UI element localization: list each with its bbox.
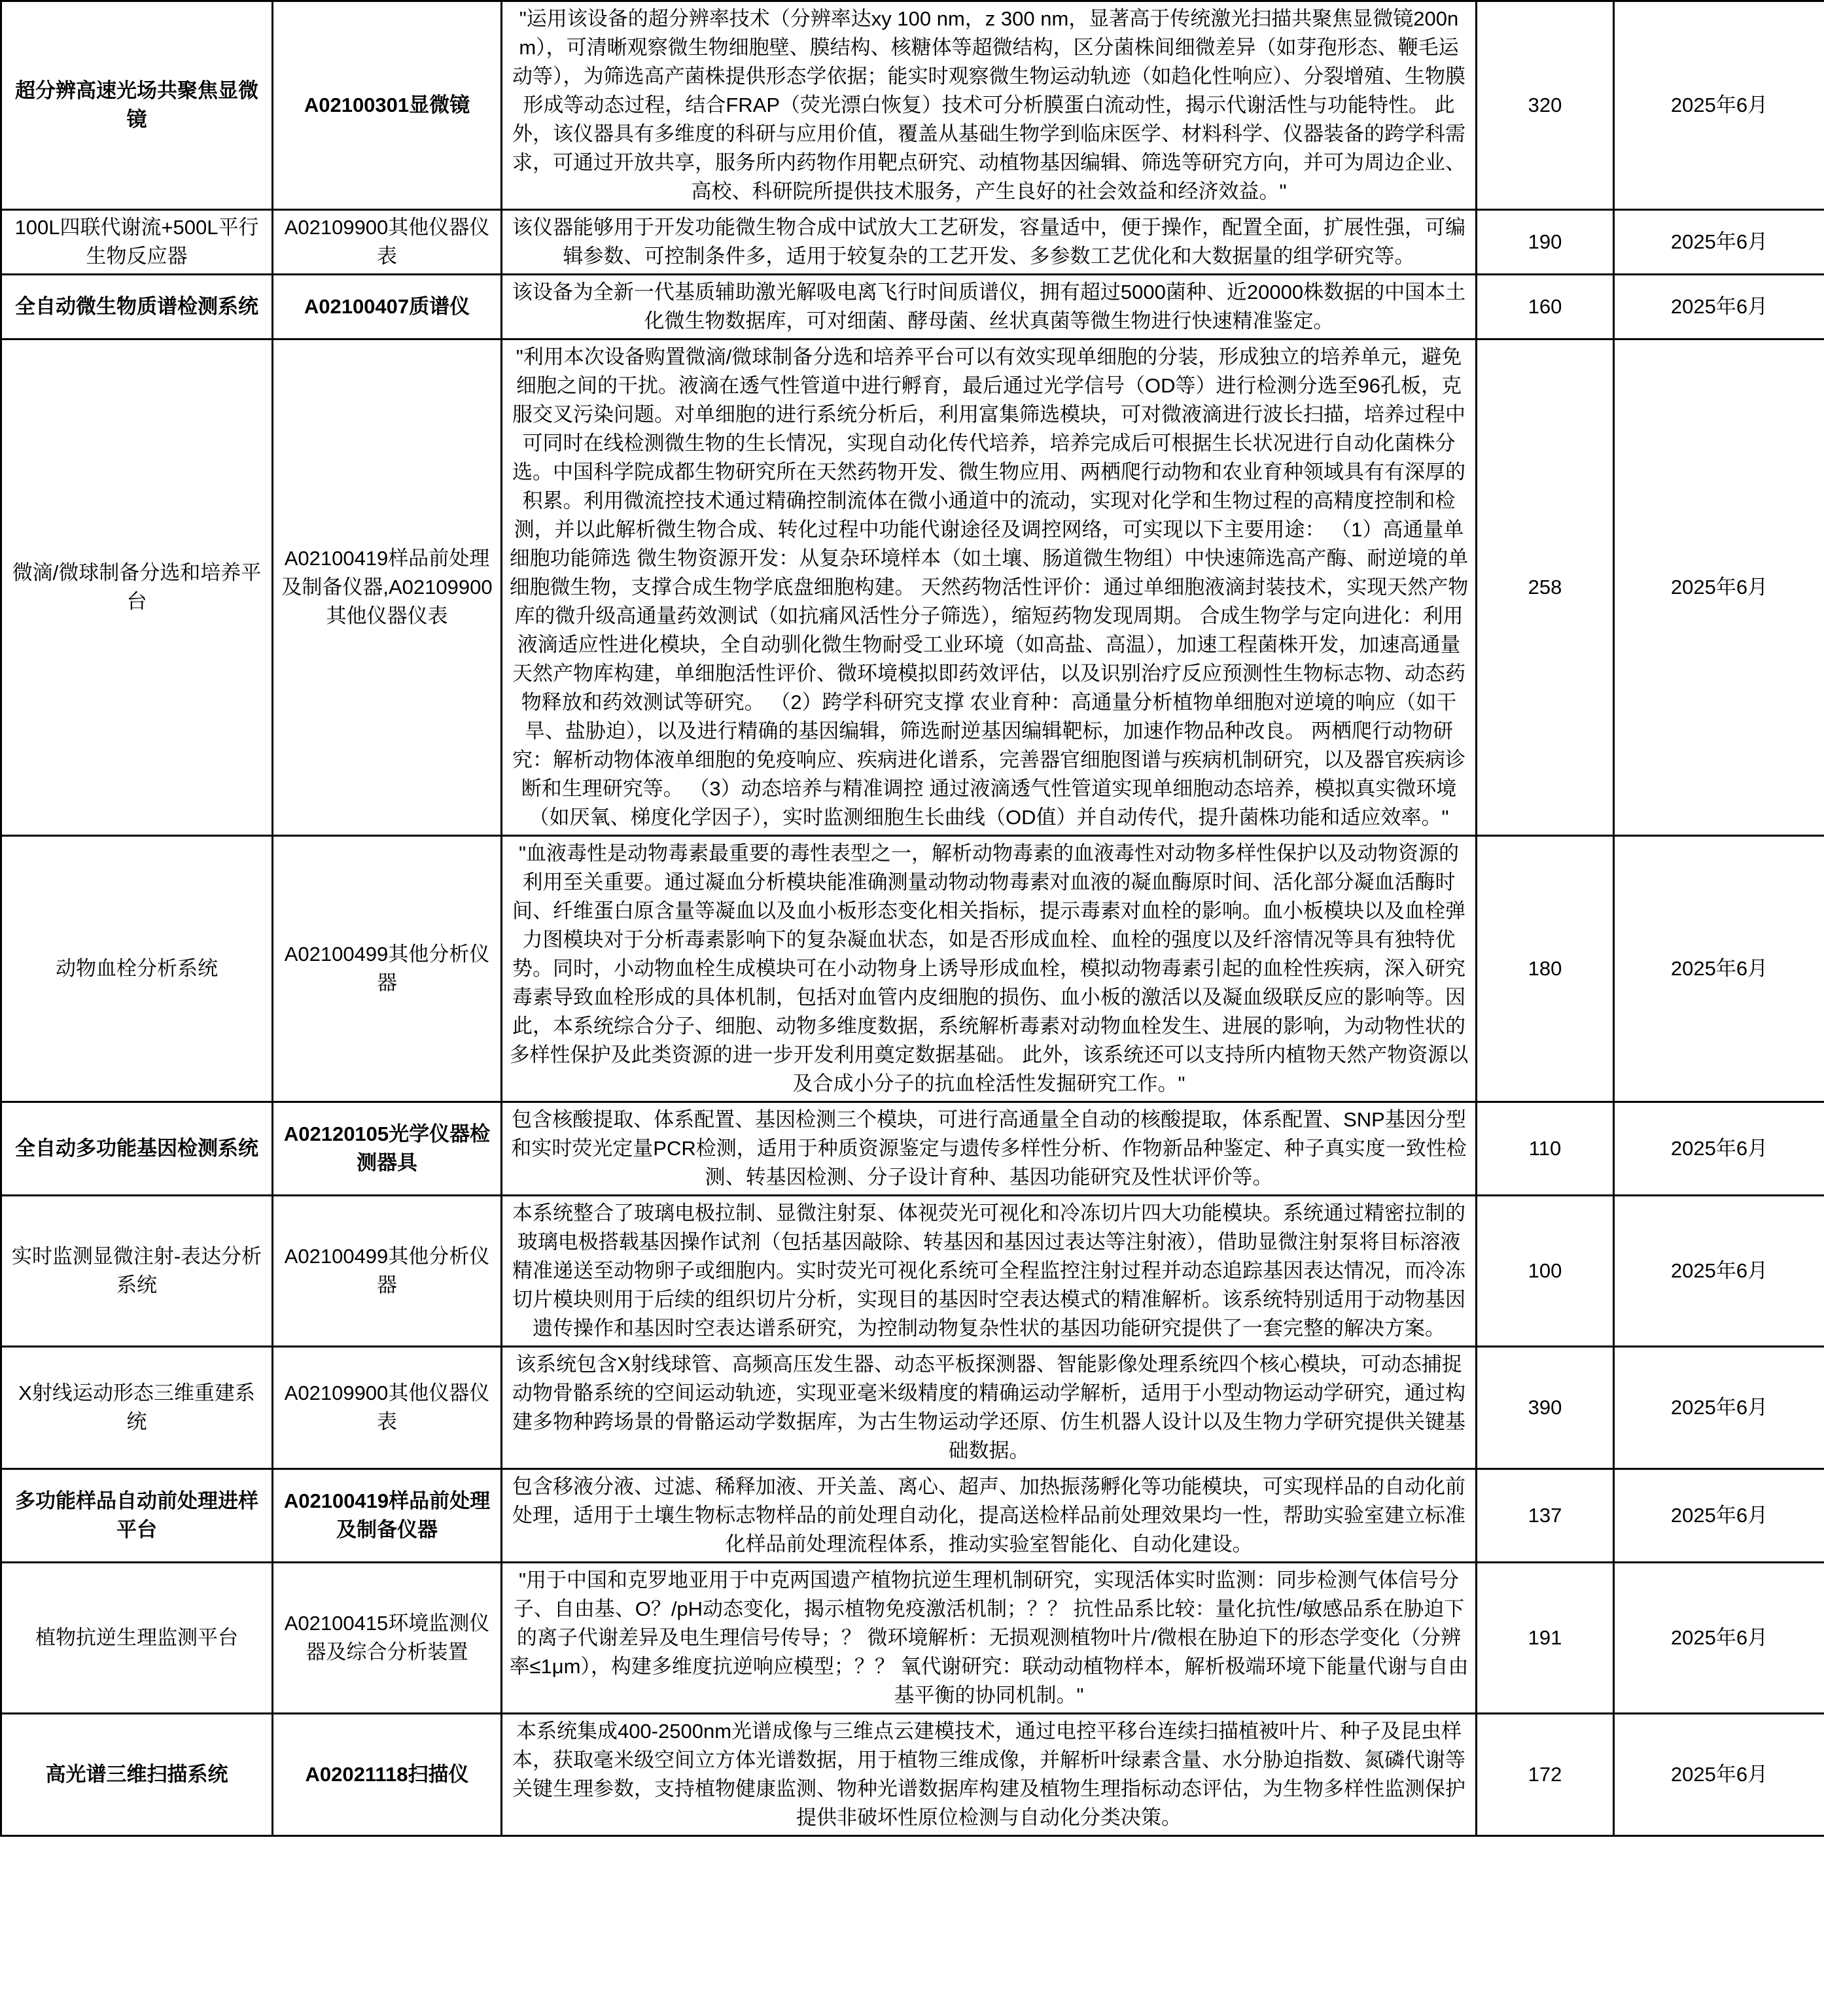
date-cell: 2025年6月 — [1614, 1102, 1824, 1196]
equipment-name-cell: 高光谱三维扫描系统 — [1, 1714, 273, 1836]
equipment-description-cell: 该仪器能够用于开发功能微生物合成中试放大工艺研发，容量适中，便于操作，配置全面，扩展性强，可编辑参数、可控制条件多，适用于较复杂的工艺开发、多参数工艺优化和大数据量的组学研究等。 — [502, 210, 1477, 275]
classification-code-cell: A02100499其他分析仪器 — [273, 836, 502, 1102]
classification-code-cell: A02109900其他仪器仪表 — [273, 1347, 502, 1469]
date-cell: 2025年6月 — [1614, 210, 1824, 275]
date-cell: 2025年6月 — [1614, 1, 1824, 210]
table-row — [1, 836, 1824, 1102]
equipment-name-cell: 全自动微生物质谱检测系统 — [1, 275, 273, 339]
amount-cell: 390 — [1477, 1347, 1614, 1469]
classification-code-cell: A02100499其他分析仪器 — [273, 1196, 502, 1347]
classification-code-cell: A02100407质谱仪 — [273, 275, 502, 339]
equipment-description-cell: 该设备为全新一代基质辅助激光解吸电离飞行时间质谱仪，拥有超过5000菌种、近20000株数据的中国本土化微生物数据库，可对细菌、酵母菌、丝状真菌等微生物进行快速精准鉴定。 — [502, 275, 1477, 339]
classification-code-cell: A02100301显微镜 — [273, 1, 502, 210]
table-row — [1, 1347, 1824, 1469]
table-row — [1, 1469, 1824, 1563]
table-row — [1, 1, 1824, 210]
date-cell: 2025年6月 — [1614, 275, 1824, 339]
equipment-description-cell: "运用该设备的超分辨率技术（分辨率达xy 100 nm，z 300 nm，显著高于传统激光扫描共聚焦显微镜200nm），可清晰观察微生物细胞壁、膜结构、核糖体等超微结构，区分菌株间细微差异（如芽孢形态、鞭毛运动等），为筛选高产菌株提供形态学依据；能实时观察微生物运动轨迹（如趋化性响应）、分裂增殖、生物膜形成等动态过程，结合FRAP（荧光漂白恢复）技术可分析膜蛋白流动性，揭示代谢活性与功能特性。 此外，该仪器具有多维度的科研与应用价值，覆盖从基础生物学到临床医学、材料科学、仪器装备的跨学科需求，可通过开放共享，服务所内药物作用靶点研究、动植物基因编辑、筛选等研究方向，并可为周边企业、高校、科研院所提供技术服务，产生良好的社会效益和经济效益。" — [502, 1, 1477, 210]
date-cell: 2025年6月 — [1614, 836, 1824, 1102]
table-row — [1, 1714, 1824, 1836]
equipment-name-cell: 100L四联代谢流+500L平行生物反应器 — [1, 210, 273, 275]
equipment-name-cell: 动物血栓分析系统 — [1, 836, 273, 1102]
equipment-name-cell: 多功能样品自动前处理进样平台 — [1, 1469, 273, 1563]
date-cell: 2025年6月 — [1614, 1563, 1824, 1714]
classification-code-cell: A02100419样品前处理及制备仪器 — [273, 1469, 502, 1563]
date-cell: 2025年6月 — [1614, 1469, 1824, 1563]
date-cell: 2025年6月 — [1614, 1347, 1824, 1469]
equipment-description-cell: 本系统集成400-2500nm光谱成像与三维点云建模技术，通过电控平移台连续扫描植被叶片、种子及昆虫样本，获取毫米级空间立方体光谱数据，用于植物三维成像，并解析叶绿素含量、水分胁迫指数、氮磷代谢等关键生理参数，支持植物健康监测、物种光谱数据库构建及植物生理指标动态评估，为生物多样性监测保护提供非破坏性原位检测与自动化分类决策。 — [502, 1714, 1477, 1836]
equipment-name-cell: 全自动多功能基因检测系统 — [1, 1102, 273, 1196]
equipment-name-cell: 植物抗逆生理监测平台 — [1, 1563, 273, 1714]
equipment-description-cell: "利用本次设备购置微滴/微球制备分选和培养平台可以有效实现单细胞的分装，形成独立的培养单元，避免细胞之间的干扰。液滴在透气性管道中进行孵育，最后通过光学信号（OD等）进行检测分选至96孔板，克服交叉污染问题。对单细胞的进行系统分析后，利用富集筛选模块，可对微液滴进行波长扫描，培养过程中可同时在线检测微生物的生长情况，实现自动化传代培养，培养完成后可根据生长状况进行自动化菌株分选。中国科学院成都生物研究所在天然药物开发、微生物应用、两栖爬行动物和农业育种领域具有有深厚的积累。利用微流控技术通过精确控制流体在微小通道中的流动，实现对化学和生物过程的高精度控制和检测，并以此解析微生物合成、转化过程中功能代谢途径及调控网络，可实现以下主要用途： （1）高通量单细胞功能筛选 微生物资源开发：从复杂环境样本（如土壤、肠道微生物组）中快速筛选高产酶、耐逆境的单细胞微生物，支撑合成生物学底盘细胞构建。 天然药物活性评价：通过单细胞液滴封装技术，实现天然产物库的微升级高通量药效测试（如抗痛风活性分子筛选），缩短药物发现周期。 合成生物学与定向进化：利用液滴适应性进化模块，全自动驯化微生物耐受工业环境（如高盐、高温），加速工程菌株开发，加速高通量天然产物库构建，单细胞活性评价、微环境模拟即药效评估，以及识别治疗反应预测性生物标志物、动态药物释放和药效测试等研究。 （2）跨学科研究支撑 农业育种：高通量分析植物单细胞对逆境的响应（如干旱、盐胁迫），以及进行精确的基因编辑，筛选耐逆基因编辑靶标，加速作物品种改良。 两栖爬行动物研究：解析动物体液单细胞的免疫响应、疾病进化谱系，完善器官细胞图谱与疾病机制研究，以及器官疾病诊断和生理研究等。 （3）动态培养与精准调控 通过液滴透气性管道实现单细胞动态培养，模拟真实微环境（如厌氧、梯度化学因子），实时监测细胞生长曲线（OD值）并自动传代，提升菌株功能和适应效率。" — [502, 339, 1477, 836]
amount-cell: 137 — [1477, 1469, 1614, 1563]
classification-code-cell: A02100419样品前处理及制备仪器,A02109900其他仪器仪表 — [273, 339, 502, 836]
amount-cell: 190 — [1477, 210, 1614, 275]
amount-cell: 172 — [1477, 1714, 1614, 1836]
equipment-description-cell: "用于中国和克罗地亚用于中克两国遗产植物抗逆生理机制研究，实现活体实时监测：同步检测气体信号分子、自由基、O？/pH动态变化，揭示植物免疫激活机制；？？ 抗性品系比较：量化抗性/敏感品系在胁迫下的离子代谢差异及电生理信号传导；？ 微环境解析：无损观测植物叶片/微根在胁迫下的形态学变化（分辨率≤1μm），构建多维度抗逆响应模型；？？ 氧代谢研究：联动动植物样本，解析极端环境下能量代谢与自由基平衡的协同机制。" — [502, 1563, 1477, 1714]
table-row — [1, 1196, 1824, 1347]
equipment-table-body — [1, 1, 1824, 1836]
date-cell: 2025年6月 — [1614, 1196, 1824, 1347]
equipment-name-cell: X射线运动形态三维重建系统 — [1, 1347, 273, 1469]
date-cell: 2025年6月 — [1614, 1714, 1824, 1836]
amount-cell: 110 — [1477, 1102, 1614, 1196]
equipment-name-cell: 实时监测显微注射-表达分析系统 — [1, 1196, 273, 1347]
classification-code-cell: A02120105光学仪器检测器具 — [273, 1102, 502, 1196]
table-row — [1, 1563, 1824, 1714]
equipment-description-cell: 该系统包含X射线球管、高频高压发生器、动态平板探测器、智能影像处理系统四个核心模块，可动态捕捉动物骨骼系统的空间运动轨迹，实现亚毫米级精度的精确运动学解析，适用于小型动物运动学研究，通过构建多物种跨场景的骨骼运动学数据库，为古生物运动学还原、仿生机器人设计以及生物力学研究提供关键基础数据。 — [502, 1347, 1477, 1469]
amount-cell: 160 — [1477, 275, 1614, 339]
equipment-description-cell: "血液毒性是动物毒素最重要的毒性表型之一，解析动物毒素的血液毒性对动物多样性保护以及动物资源的利用至关重要。通过凝血分析模块能准确测量动物动物毒素对血液的凝血酶原时间、活化部分凝血活酶时间、纤维蛋白原含量等凝血以及血小板形态变化相关指标，提示毒素对血栓的影响。血小板模块以及血栓弹力图模块对于分析毒素影响下的复杂凝血状态，如是否形成血栓、血栓的强度以及纤溶情况等具有独特优势。同时，小动物血栓生成模块可在小动物身上诱导形成血栓，模拟动物毒素引起的血栓性疾病，深入研究毒素导致血栓形成的具体机制，包括对血管内皮细胞的损伤、血小板的激活以及凝血级联反应的影响等。因此，本系统综合分子、细胞、动物多维度数据，系统解析毒素对动物血栓发生、进展的影响，为动物性状的多样性保护及此类资源的进一步开发利用奠定数据基础。 此外，该系统还可以支持所内植物天然产物资源以及合成小分子的抗血栓活性发掘研究工作。" — [502, 836, 1477, 1102]
table-row — [1, 210, 1824, 275]
classification-code-cell: A02109900其他仪器仪表 — [273, 210, 502, 275]
table-row — [1, 339, 1824, 836]
equipment-description-cell: 本系统整合了玻璃电极拉制、显微注射泵、体视荧光可视化和冷冻切片四大功能模块。系统通过精密拉制的玻璃电极搭载基因操作试剂（包括基因敲除、转基因和基因过表达等注射液），借助显微注射泵将目标溶液精准递送至动物卵子或细胞内。实时荧光可视化系统可全程监控注射过程并动态追踪基因表达情况，而冷冻切片模块则用于后续的组织切片分析，实现目的基因时空表达模式的精准解析。该系统特别适用于动物基因遗传操作和基因时空表达谱系研究，为控制动物复杂性状的基因功能研究提供了一套完整的解决方案。 — [502, 1196, 1477, 1347]
date-cell: 2025年6月 — [1614, 339, 1824, 836]
equipment-description-cell: 包含核酸提取、体系配置、基因检测三个模块，可进行高通量全自动的核酸提取，体系配置、SNP基因分型和实时荧光定量PCR检测，适用于种质资源鉴定与遗传多样性分析、作物新品种鉴定、种子真实度一致性检测、转基因检测、分子设计育种、基因功能研究及性状评价等。 — [502, 1102, 1477, 1196]
table-row — [1, 1102, 1824, 1196]
classification-code-cell: A02021118扫描仪 — [273, 1714, 502, 1836]
equipment-name-cell: 超分辨高速光场共聚焦显微镜 — [1, 1, 273, 210]
classification-code-cell: A02100415环境监测仪器及综合分析装置 — [273, 1563, 502, 1714]
equipment-description-cell: 包含移液分液、过滤、稀释加液、开关盖、离心、超声、加热振荡孵化等功能模块，可实现样品的自动化前处理，适用于土壤生物标志物样品的前处理自动化，提高送检样品前处理效果均一性，帮助实验室建立标准化样品前处理流程体系，推动实验室智能化、自动化建设。 — [502, 1469, 1477, 1563]
amount-cell: 100 — [1477, 1196, 1614, 1347]
amount-cell: 180 — [1477, 836, 1614, 1102]
amount-cell: 258 — [1477, 339, 1614, 836]
amount-cell: 191 — [1477, 1563, 1614, 1714]
table-row — [1, 275, 1824, 339]
equipment-name-cell: 微滴/微球制备分选和培养平台 — [1, 339, 273, 836]
amount-cell: 320 — [1477, 1, 1614, 210]
